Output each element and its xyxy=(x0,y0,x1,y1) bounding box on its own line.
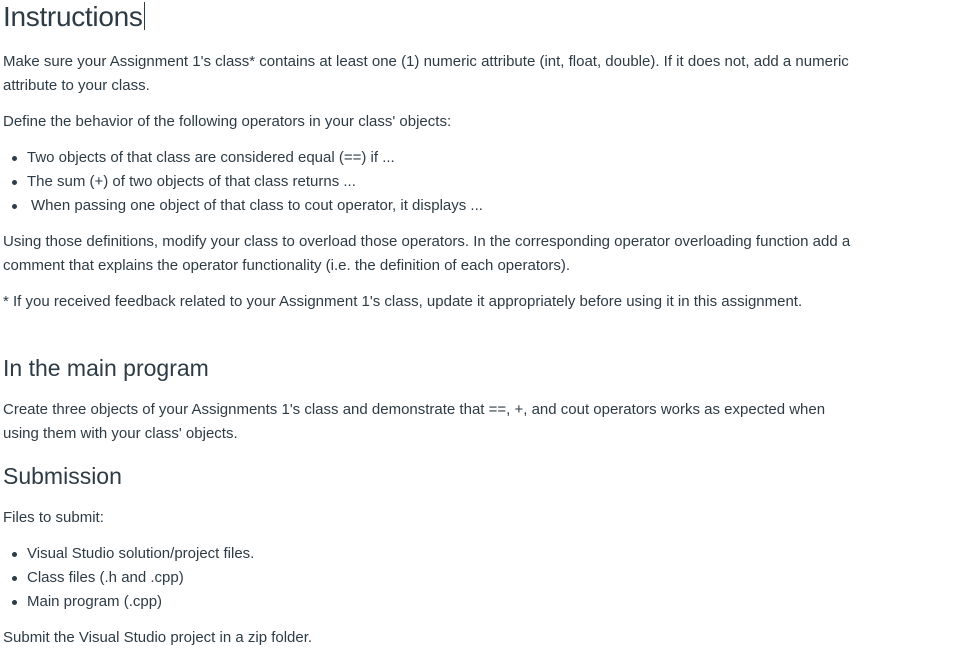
list-item: When passing one object of that class to cout operator, it displays ... xyxy=(3,194,483,218)
numeric-attribute-paragraph: Make sure your Assignment 1's class* contains at least one (1) numeric attribute (int, float, double). If it does not, add a numeric attribute to your class. xyxy=(3,53,849,94)
bullet-icon xyxy=(12,204,17,209)
bullet-icon xyxy=(12,576,17,581)
overload-paragraph: Using those definitions, modify your class to overload those operators. In the corresponding operator overloading function add a comment that explains the operator functionality (i.e. the definition of each operators). xyxy=(3,233,851,274)
feedback-note-paragraph: * If you received feedback related to your Assignment 1's class, update it appropriately before using it in this assignment. xyxy=(3,293,803,310)
list-item: Visual Studio solution/project files. xyxy=(3,542,254,566)
page-title[interactable] xyxy=(3,0,145,34)
page-title-text: Instructions xyxy=(3,1,143,32)
list-item: Two objects of that class are considered equal (==) if ... xyxy=(3,146,483,170)
operator-definitions-list xyxy=(3,146,483,218)
list-item: The sum (+) of two objects of that class returns ... xyxy=(3,170,483,194)
operators-intro-paragraph: Define the behavior of the following operators in your class' objects: xyxy=(3,113,452,130)
bullet-icon xyxy=(12,180,17,185)
submission-heading: Submission xyxy=(3,463,122,489)
list-item: Main program (.cpp) xyxy=(3,590,254,614)
bullet-icon xyxy=(12,156,17,161)
bullet-icon xyxy=(12,552,17,557)
zip-instruction-paragraph: Submit the Visual Studio project in a zip folder. xyxy=(3,629,313,646)
bullet-icon xyxy=(12,600,17,605)
main-program-heading: In the main program xyxy=(3,355,209,381)
text-cursor xyxy=(144,2,145,30)
list-item: Class files (.h and .cpp) xyxy=(3,566,254,590)
submission-files-list xyxy=(3,542,254,614)
main-program-paragraph: Create three objects of your Assignments 1's class and demonstrate that ==, +, and cout operators works as expected when using them with your class' objects. xyxy=(3,401,826,442)
files-to-submit-label: Files to submit: xyxy=(3,509,104,526)
